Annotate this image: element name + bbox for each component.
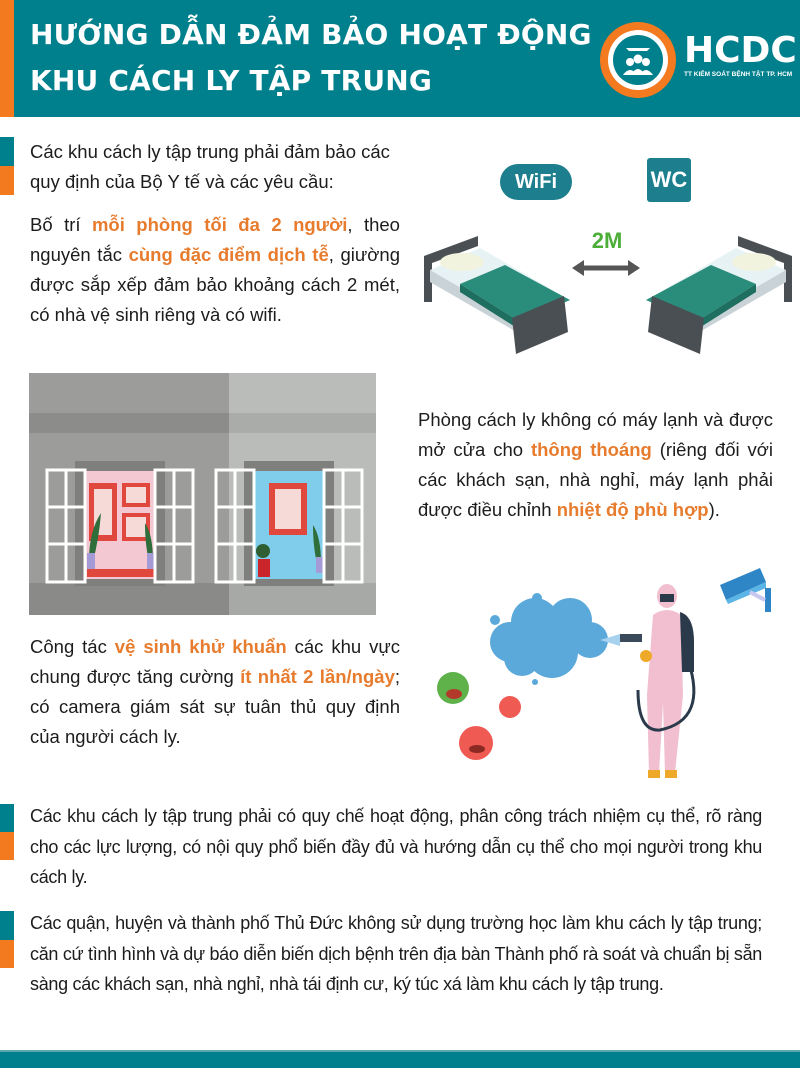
highlight-epidemiology: cùng đặc điểm dịch tễ xyxy=(128,244,329,265)
open-windows-illustration xyxy=(29,373,376,615)
wc-icon: WC xyxy=(647,158,691,202)
intro-text: Các khu cách ly tập trung phải đảm bảo các quy định của Bộ Y tế và các yêu cầu: xyxy=(30,141,390,192)
highlight-room-capacity: mỗi phòng tối đa 2 người xyxy=(91,214,348,235)
red-virus-small-icon xyxy=(499,696,521,718)
section3-text xyxy=(30,632,400,752)
text-segment: Công tác xyxy=(30,636,115,657)
logo-subtitle: TT KIỂM SOÁT BỆNH TẬT TP. HCM xyxy=(684,71,793,78)
text-segment: ). xyxy=(708,499,720,520)
section-marker xyxy=(0,804,14,860)
text-segment: , giường được sắp xếp đảm bảo khoảng cách 2 mét, có nhà vệ sinh riêng và có wifi. xyxy=(30,244,400,325)
section-marker xyxy=(0,137,14,195)
title-line-2: KHU CÁCH LY TẬP TRUNG xyxy=(30,64,433,97)
text-segment: ; có camera giám sát sự tuân thủ quy định của người cách ly. xyxy=(30,666,400,747)
highlight-ventilation: thông thoáng xyxy=(530,439,652,460)
text-segment: các khu vực chung được tăng cường xyxy=(30,636,401,687)
section4-text: Các khu cách ly tập trung phải có quy chế hoạt động, phân công trách nhiệm cụ thể, rõ ràng cho các lực lượng, có nội quy phổ biến đầy đủ và hướng dẫn cụ thể cho mọi người trong khu cách ly. xyxy=(30,806,762,887)
text-segment: Phòng cách ly không có máy lạnh và được mở cửa cho xyxy=(418,409,773,460)
wifi-icon: WiFi xyxy=(500,164,572,200)
double-arrow-icon xyxy=(572,260,640,276)
distance-label: 2M xyxy=(591,228,623,253)
beds-illustration xyxy=(420,150,800,355)
red-virus-large-icon xyxy=(459,726,493,760)
section1-text xyxy=(30,210,400,330)
header-accent-bar xyxy=(0,0,14,117)
text-segment: , theo nguyên tắc xyxy=(30,214,400,265)
hcdc-emblem-icon xyxy=(600,22,676,98)
highlight-temperature: nhiệt độ phù hợp xyxy=(556,499,709,520)
logo-wordmark: HCDC xyxy=(684,30,797,71)
text-segment: Bố trí xyxy=(30,214,92,235)
green-virus-icon xyxy=(437,672,469,704)
beds-graphic xyxy=(420,150,800,355)
section-marker xyxy=(0,911,14,968)
section5-text: Các quận, huyện và thành phố Thủ Đức không sử dụng trường học làm khu cách ly tập trung; căn cứ tình hình và dự báo diễn biến dịch bệnh trên địa bàn Thành phố rà soát và chuẩn bị sẵn sàng các khách sạn, nhà nghỉ, nhà tái định cư, ký túc xá làm khu cách ly tập trung. xyxy=(30,913,762,994)
header-banner xyxy=(0,0,800,117)
text-segment: (riêng đối với các khách sạn, nhà nghỉ, máy lạnh phải được điều chỉnh xyxy=(418,439,773,520)
spray-cloud-icon xyxy=(490,593,608,685)
title-line-1: HƯỚNG DẪN ĐẢM BẢO HOẠT ĐỘNG xyxy=(30,18,592,51)
highlight-disinfection: vệ sinh khử khuẩn xyxy=(114,636,287,657)
worker-in-protective-suit-icon xyxy=(620,584,694,778)
footer-bar xyxy=(0,1050,800,1068)
disinfection-illustration xyxy=(420,560,800,785)
section2-text xyxy=(418,405,773,525)
security-camera-icon xyxy=(720,568,771,612)
bed-right-icon xyxy=(646,236,792,354)
highlight-frequency: ít nhất 2 lần/ngày xyxy=(240,666,395,687)
page-title xyxy=(30,12,592,104)
bed-left-icon xyxy=(424,236,570,354)
hcdc-logo xyxy=(600,22,800,102)
